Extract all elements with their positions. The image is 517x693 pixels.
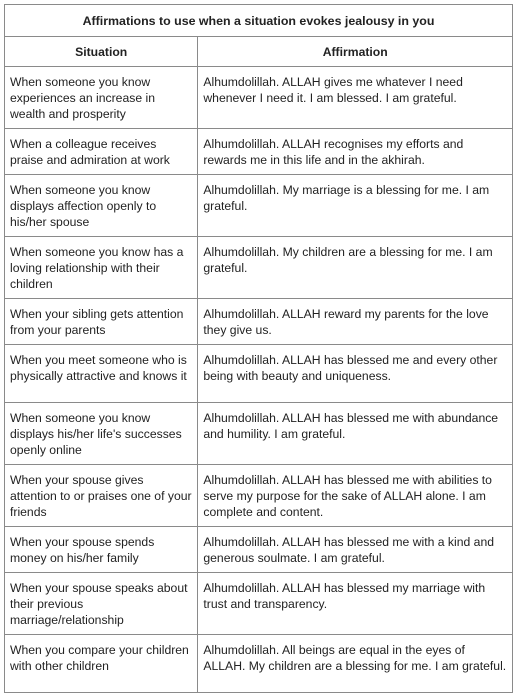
situation-cell xyxy=(5,175,198,237)
table-row xyxy=(5,175,513,237)
table-title: Affirmations to use when a situation evokes jealousy in you xyxy=(5,5,513,37)
affirmation-cell xyxy=(198,67,513,129)
situation-text: When your spouse spends money on his/her family xyxy=(10,535,155,565)
table-row xyxy=(5,67,513,129)
affirmation-cell xyxy=(198,129,513,175)
situation-text: When your spouse gives attention to or praises one of your friends xyxy=(10,473,192,519)
situation-cell xyxy=(5,527,198,573)
affirmation-text: Alhumdolillah. ALLAH has blessed me and every other being with beauty and uniqueness. xyxy=(203,353,498,383)
situation-cell xyxy=(5,237,198,299)
table-title-row xyxy=(5,5,513,37)
affirmation-text: Alhumdolillah. ALLAH has blessed my marriage with trust and transparency. xyxy=(203,581,486,611)
affirmation-text: Alhumdolillah. My children are a blessing for me. I am grateful. xyxy=(203,245,493,275)
situation-text: When your sibling gets attention from your parents xyxy=(10,307,184,337)
affirmation-cell xyxy=(198,527,513,573)
table-header-row xyxy=(5,37,513,67)
situation-text: When someone you know has a loving relationship with their children xyxy=(10,245,184,291)
affirmation-cell xyxy=(198,237,513,299)
situation-column-header: Situation xyxy=(5,37,198,67)
situation-text: When someone you know experiences an increase in wealth and prosperity xyxy=(10,75,155,121)
table-row xyxy=(5,635,513,693)
affirmation-cell xyxy=(198,299,513,345)
affirmation-text: Alhumdolillah. All beings are equal in the eyes of ALLAH. My children are a blessing for me. I am grateful. xyxy=(203,643,507,673)
situation-cell xyxy=(5,129,198,175)
situation-text: When someone you know displays affection openly to his/her spouse xyxy=(10,183,157,229)
affirmation-text: Alhumdolillah. ALLAH has blessed me with a kind and generous soulmate. I am grateful. xyxy=(203,535,495,565)
affirmation-text: Alhumdolillah. ALLAH has blessed me with abilities to serve my purpose for the sake of ALLAH alone. I am complete and content. xyxy=(203,473,492,519)
situation-cell xyxy=(5,573,198,635)
situation-cell xyxy=(5,403,198,465)
table-row xyxy=(5,573,513,635)
affirmations-table xyxy=(4,4,513,693)
affirmation-cell xyxy=(198,175,513,237)
table-row xyxy=(5,345,513,403)
table-row xyxy=(5,527,513,573)
affirmation-text: Alhumdolillah. ALLAH gives me whatever I need whenever I need it. I am blessed. I am grateful. xyxy=(203,75,463,105)
situation-text: When you meet someone who is physically attractive and knows it xyxy=(10,353,187,383)
affirmation-cell xyxy=(198,573,513,635)
table-row xyxy=(5,299,513,345)
table-row xyxy=(5,237,513,299)
situation-cell xyxy=(5,299,198,345)
situation-cell xyxy=(5,635,198,693)
table-row xyxy=(5,403,513,465)
affirmation-column-header: Affirmation xyxy=(198,37,513,67)
table-row xyxy=(5,465,513,527)
situation-cell xyxy=(5,465,198,527)
affirmation-text: Alhumdolillah. ALLAH reward my parents for the love they give us. xyxy=(203,307,489,337)
situation-cell xyxy=(5,345,198,403)
affirmation-cell xyxy=(198,465,513,527)
affirmation-text: Alhumdolillah. ALLAH recognises my efforts and rewards me in this life and in the akhirah. xyxy=(203,137,464,167)
affirmation-cell xyxy=(198,403,513,465)
affirmation-cell xyxy=(198,635,513,693)
situation-text: When you compare your children with other children xyxy=(10,643,189,673)
affirmation-text: Alhumdolillah. ALLAH has blessed me with abundance and humility. I am grateful. xyxy=(203,411,499,441)
situation-text: When someone you know displays his/her life's successes openly online xyxy=(10,411,182,457)
situation-text: When your spouse speaks about their previous marriage/relationship xyxy=(10,581,188,627)
table-row xyxy=(5,129,513,175)
situation-cell xyxy=(5,67,198,129)
situation-text: When a colleague receives praise and admiration at work xyxy=(10,137,170,167)
affirmation-cell xyxy=(198,345,513,403)
affirmation-text: Alhumdolillah. My marriage is a blessing for me. I am grateful. xyxy=(203,183,490,213)
